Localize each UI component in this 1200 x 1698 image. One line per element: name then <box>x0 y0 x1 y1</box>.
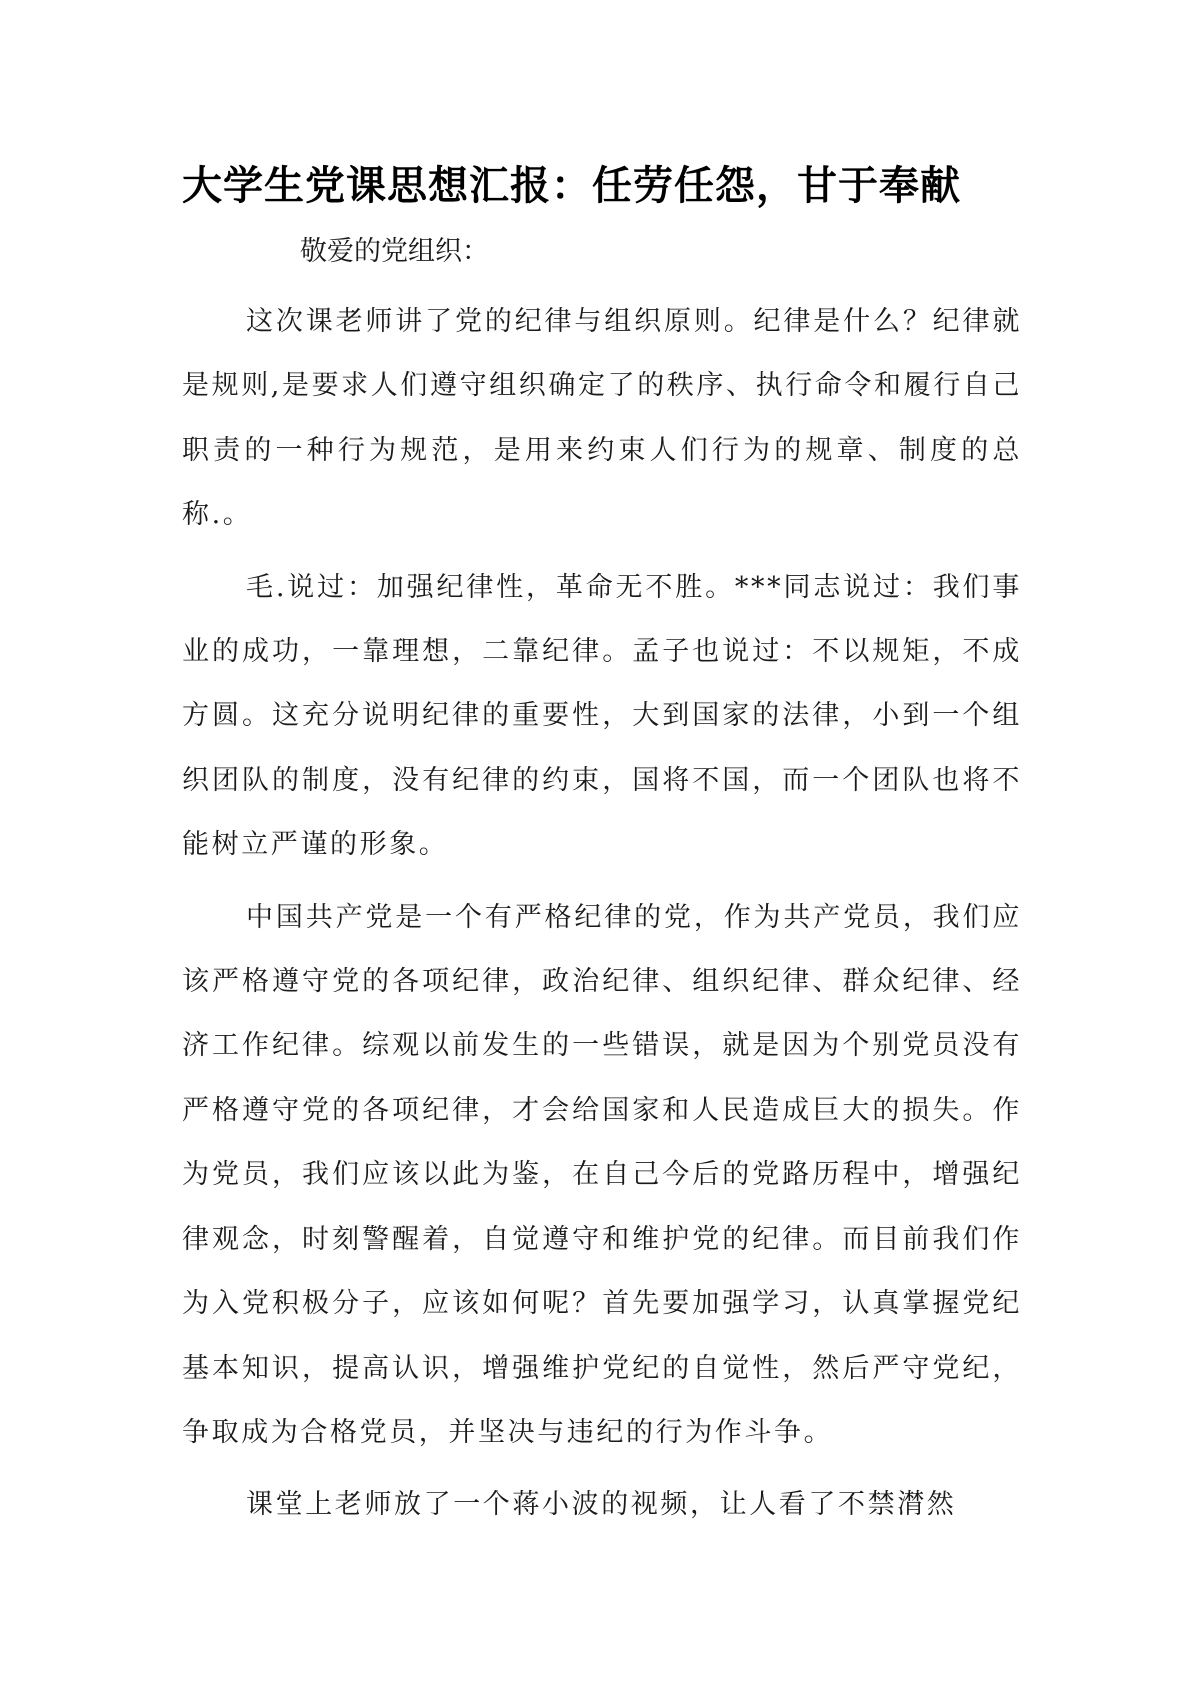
document-body <box>182 290 1022 1546</box>
paragraph-discipline-definition: 这次课老师讲了党的纪律与组织原则。纪律是什么？纪律就是规则,是要求人们遵守组织确定了的秩序、执行命令和履行自己职责的一种行为规范，是用来约束人们行为的规章、制度的总称.。 <box>182 306 1022 531</box>
document-title: 大学生党课思想汇报：任劳任怨，甘于奉献 <box>182 163 961 209</box>
paragraph-quotes: 毛.说过：加强纪律性，革命无不胜。***同志说过：我们事业的成功，一靠理想，二靠纪律。孟子也说过：不以规矩，不成方圆。这充分说明纪律的重要性，大到国家的法律，小到一个组织团队的制度，没有纪律的约束，国将不国，而一个团队也将不能树立严谨的形象。 <box>182 571 1022 861</box>
paragraph-party-discipline: 中国共产党是一个有严格纪律的党，作为共产党员，我们应该严格遵守党的各项纪律，政治纪律、组织纪律、群众纪律、经济工作纪律。综观以前发生的一些错误，就是因为个别党员没有严格遵守党的各项纪律，才会给国家和人民造成巨大的损失。作为党员，我们应该以此为鉴，在自己今后的党路历程中，增强纪律观念，时刻警醒着，自觉遵守和维护党的纪律。而目前我们作为入党积极分子，应该如何呢？首先要加强学习，认真掌握党纪基本知识，提高认识，增强维护党纪的自觉性，然后严守党纪，争取成为合格党员，并坚决与违纪的行为作斗争。 <box>182 901 1022 1448</box>
salutation: 敬爱的党组织： <box>300 236 489 267</box>
paragraph-classroom-video: 课堂上老师放了一个蒋小波的视频，让人看了不禁潸然 <box>246 1489 957 1521</box>
